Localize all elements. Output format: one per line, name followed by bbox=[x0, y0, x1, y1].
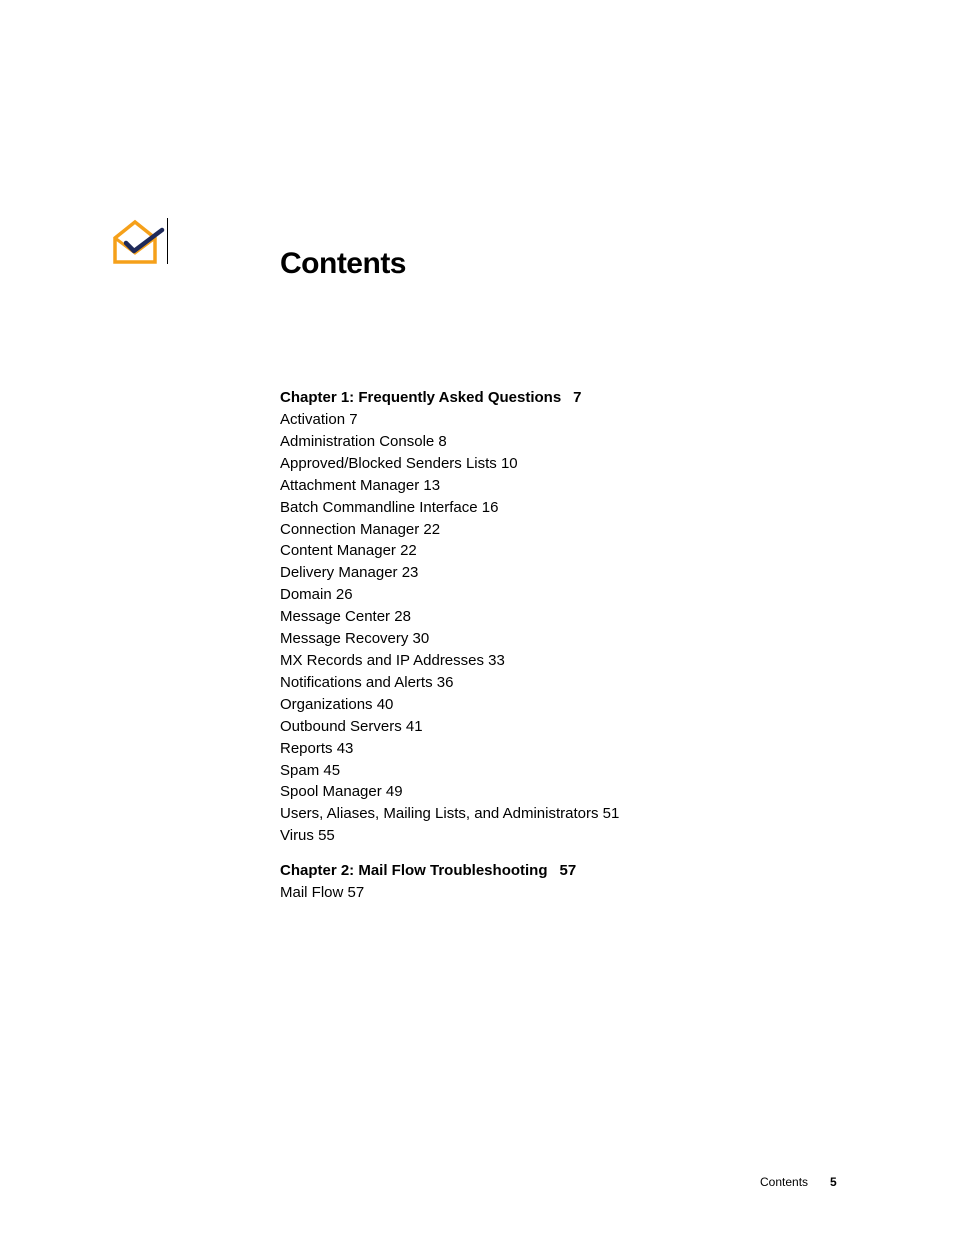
toc-entry[interactable]: MX Records and IP Addresses 33 bbox=[280, 651, 505, 669]
chapter-page-number: 7 bbox=[573, 389, 582, 406]
toc-entry[interactable]: Reports 43 bbox=[280, 739, 354, 757]
toc-entry[interactable]: Approved/Blocked Senders Lists 10 bbox=[280, 454, 518, 472]
page-footer bbox=[760, 1174, 837, 1190]
footer-page-number: 5 bbox=[830, 1175, 837, 1189]
toc-entry[interactable]: Activation 7 bbox=[280, 411, 358, 428]
chapter-heading[interactable] bbox=[280, 860, 880, 882]
toc-entry[interactable]: Administration Console 8 bbox=[280, 432, 447, 450]
logo bbox=[110, 216, 172, 266]
chapter-entries bbox=[280, 882, 880, 904]
table-of-contents bbox=[280, 387, 880, 904]
toc-entry[interactable]: Virus 55 bbox=[280, 827, 335, 845]
toc-entry[interactable]: Mail Flow 57 bbox=[280, 884, 365, 902]
toc-entry[interactable]: Spool Manager 49 bbox=[280, 783, 403, 801]
envelope-check-icon bbox=[110, 216, 172, 266]
toc-entry[interactable]: Connection Manager 22 bbox=[280, 520, 441, 538]
chapter-heading[interactable] bbox=[280, 387, 880, 409]
toc-entry[interactable]: Spam 45 bbox=[280, 761, 341, 779]
toc-entry[interactable]: Organizations 40 bbox=[280, 695, 394, 713]
toc-entry[interactable]: Attachment Manager 13 bbox=[280, 476, 441, 494]
toc-entry[interactable]: Users, Aliases, Mailing Lists, and Administrators 51 bbox=[280, 805, 620, 823]
toc-entry[interactable]: Notifications and Alerts 36 bbox=[280, 673, 454, 691]
toc-entry[interactable]: Message Center 28 bbox=[280, 608, 411, 626]
toc-entry[interactable]: Batch Commandline Interface 16 bbox=[280, 498, 499, 516]
footer-label: Contents bbox=[760, 1175, 809, 1189]
toc-entry[interactable]: Delivery Manager 23 bbox=[280, 564, 419, 582]
chapter-1 bbox=[280, 387, 880, 847]
chapter-entries bbox=[280, 409, 880, 847]
chapter-title: Chapter 2: Mail Flow Troubleshooting bbox=[280, 862, 548, 880]
chapter-page-number: 57 bbox=[559, 862, 577, 880]
chapter-title: Chapter 1: Frequently Asked Questions bbox=[280, 389, 562, 406]
toc-entry[interactable]: Message Recovery 30 bbox=[280, 630, 430, 648]
chapter-2 bbox=[280, 860, 880, 904]
page-title: Contents bbox=[280, 247, 406, 280]
toc-entry[interactable]: Domain 26 bbox=[280, 586, 353, 604]
toc-entry[interactable]: Content Manager 22 bbox=[280, 542, 417, 560]
toc-entry[interactable]: Outbound Servers 41 bbox=[280, 717, 423, 735]
